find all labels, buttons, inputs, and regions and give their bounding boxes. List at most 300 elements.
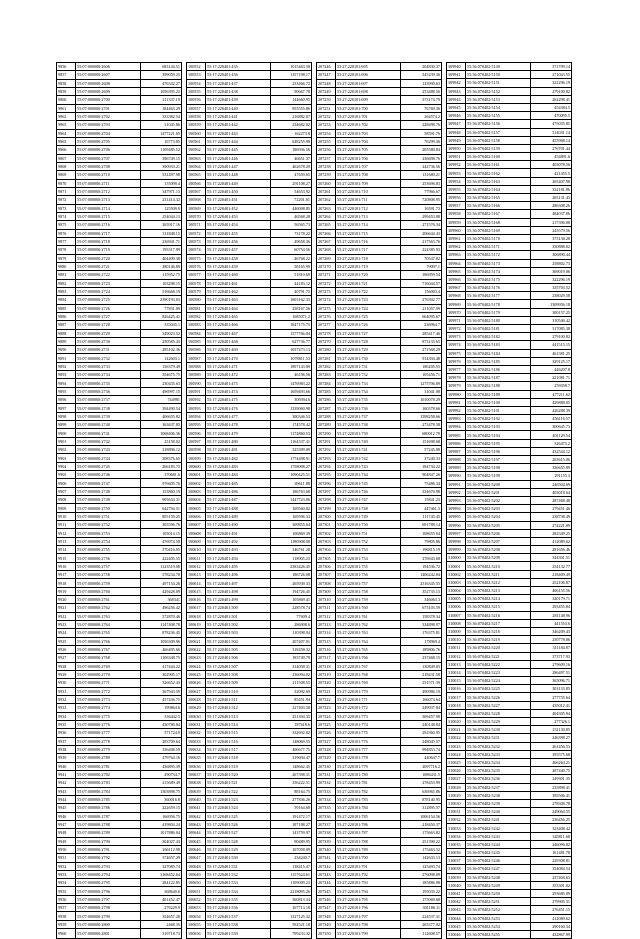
table-row [447, 873, 572, 881]
table-row [187, 546, 312, 554]
row-number-cell: 309957 [447, 202, 466, 210]
table-row [57, 912, 182, 920]
row-number-cell: 9861 [57, 104, 76, 112]
cadastral-value-cell: 371709.14 [531, 63, 572, 71]
cadastral-value-cell: 429428.09 [141, 587, 182, 595]
table-row [57, 854, 182, 862]
cadastral-number-cell: 55:27:220101:701 [336, 112, 401, 120]
row-number-cell: 309990 [447, 472, 466, 480]
cadastral-value-cell: 111745.45 [401, 512, 442, 520]
cadastral-value-cell: 311184.87 [531, 644, 572, 652]
cadastral-number-cell: 55:07:000000:2748 [76, 487, 141, 495]
cadastral-value-cell: 406677.75 [271, 745, 312, 753]
table-row [57, 79, 182, 87]
table-row [447, 243, 572, 251]
cadastral-value-cell: 390933.21 [141, 162, 182, 170]
row-number-cell: 100623 [187, 654, 206, 662]
cadastral-number-cell: 55:27:220101:793 [336, 879, 401, 887]
row-number-cell: 100592 [187, 396, 206, 404]
cadastral-number-cell: 55:36:070402:5160 [466, 153, 531, 161]
row-number-cell: 100632 [187, 729, 206, 737]
table-row [187, 63, 312, 71]
row-number-cell: 100582 [187, 312, 206, 320]
row-number-cell: 207271 [317, 271, 336, 279]
cadastral-number-cell: 55:07:000000:2737 [76, 396, 141, 404]
row-number-cell: 9874 [57, 212, 76, 220]
cadastral-value-cell: 627736.77 [271, 337, 312, 345]
cadastral-number-cell: 55:07:000000:2786 [76, 804, 141, 812]
row-number-cell: 207287 [317, 404, 336, 412]
row-number-cell: 9943 [57, 787, 76, 795]
row-number-cell: 100590 [187, 379, 206, 387]
cadastral-value-cell: 276451.15 [531, 906, 572, 914]
cadastral-number-cell: 55:27:220101:792 [336, 870, 401, 878]
row-number-cell: 207285 [317, 387, 336, 395]
row-number-cell: 207331 [317, 770, 336, 778]
table-row [187, 321, 312, 329]
row-number-cell: 310032 [447, 816, 466, 824]
table-row [187, 237, 312, 245]
cadastral-number-cell: 55:17:220401:508 [206, 670, 271, 678]
cadastral-number-cell: 55:17:220401:470 [206, 354, 271, 362]
table-row [57, 487, 182, 495]
cadastral-value-cell: 286308.26 [531, 202, 572, 210]
cadastral-value-cell: 131680.21 [401, 171, 442, 179]
cadastral-value-cell: 227403.58 [271, 704, 312, 712]
row-number-cell: 9880 [57, 262, 76, 270]
table-row [447, 906, 572, 914]
row-number-cell: 100624 [187, 662, 206, 670]
cadastral-number-cell: 55:17:220401:481 [206, 446, 271, 454]
row-number-cell: 207262 [317, 196, 336, 204]
table-row [57, 887, 182, 895]
row-number-cell: 207275 [317, 304, 336, 312]
table-row [317, 212, 442, 220]
row-number-cell: 207298 [317, 496, 336, 504]
cadastral-value-cell: 186959.54 [401, 271, 442, 279]
row-number-cell: 100613 [187, 571, 206, 579]
cadastral-number-cell: 55:07:000000:2726 [76, 304, 141, 312]
table-row [57, 212, 182, 220]
cadastral-value-cell: 292360.95 [401, 729, 442, 737]
cadastral-value-cell: 455968.14 [531, 136, 572, 144]
cadastral-value-cell: 224385.93 [401, 246, 442, 254]
cadastral-number-cell: 55:17:220401:495 [206, 562, 271, 570]
cadastral-number-cell: 55:27:220101:779 [336, 762, 401, 770]
table-row [187, 870, 312, 878]
table-row [317, 487, 442, 495]
cadastral-number-cell: 55:36:070402:5199 [466, 472, 531, 480]
table-row [447, 734, 572, 742]
cadastral-number-cell: 55:07:000000:2741 [76, 429, 141, 437]
cadastral-value-cell: 1086431.5 [401, 770, 442, 778]
table-row [187, 296, 312, 304]
cadastral-number-cell: 55:17:220401:466 [206, 321, 271, 329]
row-number-cell: 100641 [187, 804, 206, 812]
row-number-cell: 100575 [187, 254, 206, 262]
cadastral-number-cell: 55:36:070402:5187 [466, 374, 531, 382]
cadastral-value-cell: 215689.49 [141, 779, 182, 787]
cadastral-number-cell: 55:27:220101:773 [336, 712, 401, 720]
cadastral-number-cell: 55:36:070402:5234 [466, 758, 531, 766]
row-number-cell: 9883 [57, 287, 76, 295]
cadastral-value-cell: 250778.06 [531, 636, 572, 644]
row-number-cell: 309970 [447, 308, 466, 316]
cadastral-value-cell: 279451.46 [531, 505, 572, 513]
cadastral-number-cell: 55:36:070402:5251 [466, 898, 531, 906]
cadastral-number-cell: 55:17:220401:537 [206, 912, 271, 920]
cadastral-number-cell: 55:27:220101:778 [336, 754, 401, 762]
cadastral-number-cell: 55:17:220401:513 [206, 712, 271, 720]
row-number-cell: 9859 [57, 87, 76, 95]
table-row [187, 687, 312, 695]
cadastral-value-cell: 293685.09 [531, 889, 572, 897]
cadastral-value-cell: 2468.35 [141, 920, 182, 928]
table-row [57, 371, 182, 379]
cadastral-value-cell: 184463.29 [141, 104, 182, 112]
cadastral-number-cell: 55:27:220101:704 [336, 137, 401, 145]
cadastral-value-cell: 16591.73 [401, 204, 442, 212]
cadastral-number-cell: 55:36:070402:5169 [466, 226, 531, 234]
cadastral-value-cell: 497154.26 [141, 579, 182, 587]
cadastral-value-cell: 279100.82 [531, 87, 572, 95]
row-number-cell: 207246 [317, 63, 336, 71]
table-row [447, 87, 572, 95]
cadastral-value-cell: 49658.36 [271, 237, 312, 245]
cadastral-value-cell: 204830.37 [401, 63, 442, 71]
cadastral-number-cell: 55:17:220401:517 [206, 745, 271, 753]
table-row [187, 887, 312, 895]
cadastral-value-cell: 176375.81 [401, 629, 442, 637]
cadastral-number-cell: 55:36:070402:5200 [466, 480, 531, 488]
cadastral-number-cell: 55:17:220401:439 [206, 96, 271, 104]
table-row [317, 112, 442, 120]
cadastral-value-cell: 360813.34 [271, 895, 312, 903]
cadastral-number-cell: 55:36:070402:5186 [466, 365, 531, 373]
cadastral-number-cell: 55:27:220101:724 [336, 304, 401, 312]
cadastral-value-cell: 380146.89 [141, 262, 182, 270]
cadastral-value-cell: 302905.17 [141, 670, 182, 678]
row-number-cell: 100609 [187, 537, 206, 545]
cadastral-value-cell: 354675.75 [141, 371, 182, 379]
cadastral-value-cell: 1603162.33 [271, 296, 312, 304]
row-number-cell: 309983 [447, 415, 466, 423]
table-row [317, 587, 442, 595]
cadastral-value-cell: 1068406.36 [141, 429, 182, 437]
table-row [187, 362, 312, 370]
table-row [447, 333, 572, 341]
table-row [57, 554, 182, 562]
cadastral-number-cell: 55:27:220101:774 [336, 720, 401, 728]
table-row [447, 169, 572, 177]
cadastral-value-cell: 211337.19 [141, 96, 182, 104]
cadastral-number-cell: 55:36:070402:5255 [466, 930, 531, 938]
cadastral-value-cell: 1758098.27 [271, 462, 312, 470]
table-row [187, 337, 312, 345]
table-row [57, 654, 182, 662]
cadastral-value-cell: 309394.6 [271, 396, 312, 404]
cadastral-value-cell: 279609.16 [531, 660, 572, 668]
cadastral-value-cell: 1339060.98 [271, 404, 312, 412]
row-number-cell: 100642 [187, 812, 206, 820]
row-number-cell: 100604 [187, 496, 206, 504]
cadastral-number-cell: 55:36:070402:5192 [466, 415, 531, 423]
row-number-cell: 9952 [57, 862, 76, 870]
table-row [447, 374, 572, 382]
table-row [57, 137, 182, 145]
cadastral-number-cell: 55:07:000000:2796 [76, 887, 141, 895]
table-row [317, 454, 442, 462]
cadastral-value-cell: 158378.34 [401, 612, 442, 620]
table-row [57, 720, 182, 728]
cadastral-value-cell: 716044.57 [401, 279, 442, 287]
table-row [187, 412, 312, 420]
table-row [317, 446, 442, 454]
cadastral-value-cell: 421455.5 [531, 169, 572, 177]
table-row [57, 920, 182, 928]
cadastral-number-cell: 55:17:220401:437 [206, 79, 271, 87]
table-row [447, 922, 572, 930]
table-row [57, 404, 182, 412]
row-number-cell: 207278 [317, 329, 336, 337]
row-number-cell: 100610 [187, 546, 206, 554]
row-number-cell: 310022 [447, 734, 466, 742]
row-number-cell: 9910 [57, 512, 76, 520]
cadastral-value-cell: 278453.99 [401, 779, 442, 787]
cadastral-value-cell: 253488.56 [401, 87, 442, 95]
table-row [57, 362, 182, 370]
row-number-cell: 207251 [317, 104, 336, 112]
cadastral-value-cell: 186205.55 [401, 362, 442, 370]
row-number-cell: 207322 [317, 695, 336, 703]
cadastral-value-cell: 218431.58 [401, 670, 442, 678]
cadastral-value-cell: 311848.15 [141, 229, 182, 237]
cadastral-value-cell: 300157.25 [531, 308, 572, 316]
cadastral-number-cell: 55:17:220401:462 [206, 287, 271, 295]
table-row [57, 770, 182, 778]
cadastral-value-cell: 206644.43 [401, 229, 442, 237]
cadastral-value-cell: 1164337.41 [271, 437, 312, 445]
table-row [57, 787, 182, 795]
cadastral-value-cell: 422405.55 [141, 554, 182, 562]
table-row [57, 729, 182, 737]
table-row [187, 454, 312, 462]
table-row [317, 787, 442, 795]
cadastral-value-cell: 1147408.78 [141, 620, 182, 628]
cadastral-number-cell: 55:07:000000:2724 [76, 287, 141, 295]
row-number-cell: 310023 [447, 742, 466, 750]
table-row [317, 571, 442, 579]
row-number-cell: 9886 [57, 312, 76, 320]
cadastral-value-cell: 322296.19 [531, 79, 572, 87]
cadastral-value-cell: 490986.19 [401, 687, 442, 695]
row-number-cell: 309943 [447, 87, 466, 95]
row-number-cell: 310003 [447, 578, 466, 586]
table-row [187, 779, 312, 787]
cadastral-number-cell: 55:07:000000:2776 [76, 720, 141, 728]
table-row [57, 479, 182, 487]
table-row [317, 171, 442, 179]
table-row [447, 857, 572, 865]
cadastral-number-cell: 55:36:070402:5185 [466, 357, 531, 365]
cadastral-number-cell: 55:17:220401:448 [206, 171, 271, 179]
table-row [187, 829, 312, 837]
row-number-cell: 310044 [447, 914, 466, 922]
row-number-cell: 9871 [57, 187, 76, 195]
cadastral-value-cell: 1476983.22 [271, 379, 312, 387]
table-row [57, 737, 182, 745]
cadastral-value-cell: 251394.35 [271, 712, 312, 720]
row-number-cell: 9868 [57, 162, 76, 170]
table-row [57, 870, 182, 878]
table-row [317, 629, 442, 637]
table-row [57, 112, 182, 120]
table-row [447, 226, 572, 234]
cadastral-value-cell: 720808.95 [401, 196, 442, 204]
cadastral-value-cell: 169560.82 [271, 504, 312, 512]
cadastral-value-cell: 160378.66 [401, 404, 442, 412]
table-row [447, 365, 572, 373]
table-row [317, 754, 442, 762]
cadastral-number-cell: 55:17:220401:435 [206, 63, 271, 71]
table-row [447, 202, 572, 210]
cadastral-number-cell: 55:27:220101:762 [336, 620, 401, 628]
row-number-cell: 310007 [447, 611, 466, 619]
cadastral-value-cell: 318458.32 [271, 645, 312, 653]
cadastral-number-cell: 55:27:220101:727 [336, 329, 401, 337]
cadastral-value-cell: 249937.84 [401, 704, 442, 712]
cadastral-value-cell: 276943.68 [401, 554, 442, 562]
cadastral-value-cell: 195035.22 [401, 887, 442, 895]
cadastral-value-cell: 323408.42 [531, 824, 572, 832]
row-number-cell: 309986 [447, 439, 466, 447]
table-row [187, 554, 312, 562]
table-row [317, 96, 442, 104]
table-row [447, 521, 572, 529]
row-number-cell: 100620 [187, 629, 206, 637]
table-row [317, 146, 442, 154]
cadastral-number-cell: 55:27:220101:791 [336, 862, 401, 870]
cadastral-value-cell: 374657.29 [141, 854, 182, 862]
row-number-cell: 9893 [57, 371, 76, 379]
cadastral-number-cell: 55:17:220401:454 [206, 221, 271, 229]
cadastral-number-cell: 55:07:000000:2754 [76, 537, 141, 545]
table-row [447, 881, 572, 889]
table-row [57, 929, 182, 939]
table-row [447, 914, 572, 922]
table-column-2 [186, 62, 312, 939]
cadastral-value-cell: 271568.29 [401, 346, 442, 354]
table-row [187, 496, 312, 504]
table-row [57, 304, 182, 312]
cadastral-value-cell: 175463.52 [401, 845, 442, 853]
row-number-cell: 9907 [57, 487, 76, 495]
table-row [447, 718, 572, 726]
cadastral-value-cell: 691788.14 [401, 521, 442, 529]
cadastral-number-cell: 55:17:220401:536 [206, 904, 271, 912]
cadastral-value-cell: 287440.75 [531, 767, 572, 775]
table-row [317, 804, 442, 812]
cadastral-value-cell: 90489.95 [271, 837, 312, 845]
table-row [187, 662, 312, 670]
row-number-cell: 100577 [187, 271, 206, 279]
cadastral-value-cell: 44183.12 [271, 279, 312, 287]
cadastral-number-cell: 55:07:000000:2744 [76, 454, 141, 462]
row-number-cell: 100588 [187, 362, 206, 370]
row-number-cell: 310037 [447, 857, 466, 865]
table-row [57, 104, 182, 112]
table-row [57, 579, 182, 587]
row-number-cell: 309964 [447, 259, 466, 267]
cadastral-value-cell: 25158.02 [141, 437, 182, 445]
table-row [57, 446, 182, 454]
cadastral-value-cell: 229308.81 [531, 857, 572, 865]
cadastral-value-cell: 303133.85 [531, 685, 572, 693]
table-row [447, 668, 572, 676]
table-row [447, 218, 572, 226]
row-number-cell: 9948 [57, 829, 76, 837]
table-row [447, 693, 572, 701]
row-number-cell: 310008 [447, 619, 466, 627]
table-row [57, 454, 182, 462]
table-row [317, 620, 442, 628]
cadastral-number-cell: 55:36:070402:5202 [466, 496, 531, 504]
table-row [57, 596, 182, 604]
cadastral-number-cell: 55:07:000000:2742 [76, 437, 141, 445]
cadastral-number-cell: 55:17:220401:461 [206, 279, 271, 287]
table-row [57, 695, 182, 703]
table-row [317, 387, 442, 395]
cadastral-value-cell: 282349.25 [531, 529, 572, 537]
cadastral-value-cell: 110398.94 [271, 629, 312, 637]
cadastral-number-cell: 55:17:220401:532 [206, 870, 271, 878]
cadastral-value-cell: 592521.18 [271, 920, 312, 928]
cadastral-number-cell: 55:07:000000:2719 [76, 246, 141, 254]
table-row [57, 795, 182, 803]
table-row [317, 371, 442, 379]
row-number-cell: 100562 [187, 146, 206, 154]
cadastral-number-cell: 55:27:220101:748 [336, 504, 401, 512]
row-number-cell: 100646 [187, 845, 206, 853]
table-row [187, 262, 312, 270]
cadastral-number-cell: 55:07:000000:2747 [76, 479, 141, 487]
table-row [57, 421, 182, 429]
cadastral-number-cell: 55:27:220101:765 [336, 645, 401, 653]
cadastral-number-cell: 55:27:220101:798 [336, 920, 401, 928]
cadastral-number-cell: 55:36:070402:5203 [466, 505, 531, 513]
cadastral-number-cell: 55:17:220401:460 [206, 271, 271, 279]
cadastral-number-cell: 55:07:000000:2764 [76, 620, 141, 628]
table-row [447, 611, 572, 619]
table-row [187, 571, 312, 579]
cadastral-value-cell: 304027.43 [141, 837, 182, 845]
table-row [447, 513, 572, 521]
cadastral-number-cell: 55:36:070402:5211 [466, 570, 531, 578]
row-number-cell: 309947 [447, 120, 466, 128]
row-number-cell: 310016 [447, 685, 466, 693]
row-number-cell: 207318 [317, 662, 336, 670]
cadastral-value-cell: 2218095.26 [271, 887, 312, 895]
table-row [447, 840, 572, 848]
table-row [187, 212, 312, 220]
row-number-cell: 207277 [317, 321, 336, 329]
table-row [317, 337, 442, 345]
table-row [447, 185, 572, 193]
table-row [447, 505, 572, 513]
table-row [317, 745, 442, 753]
cadastral-number-cell: 55:27:220101:730 [336, 354, 401, 362]
row-number-cell: 207338 [317, 829, 336, 837]
